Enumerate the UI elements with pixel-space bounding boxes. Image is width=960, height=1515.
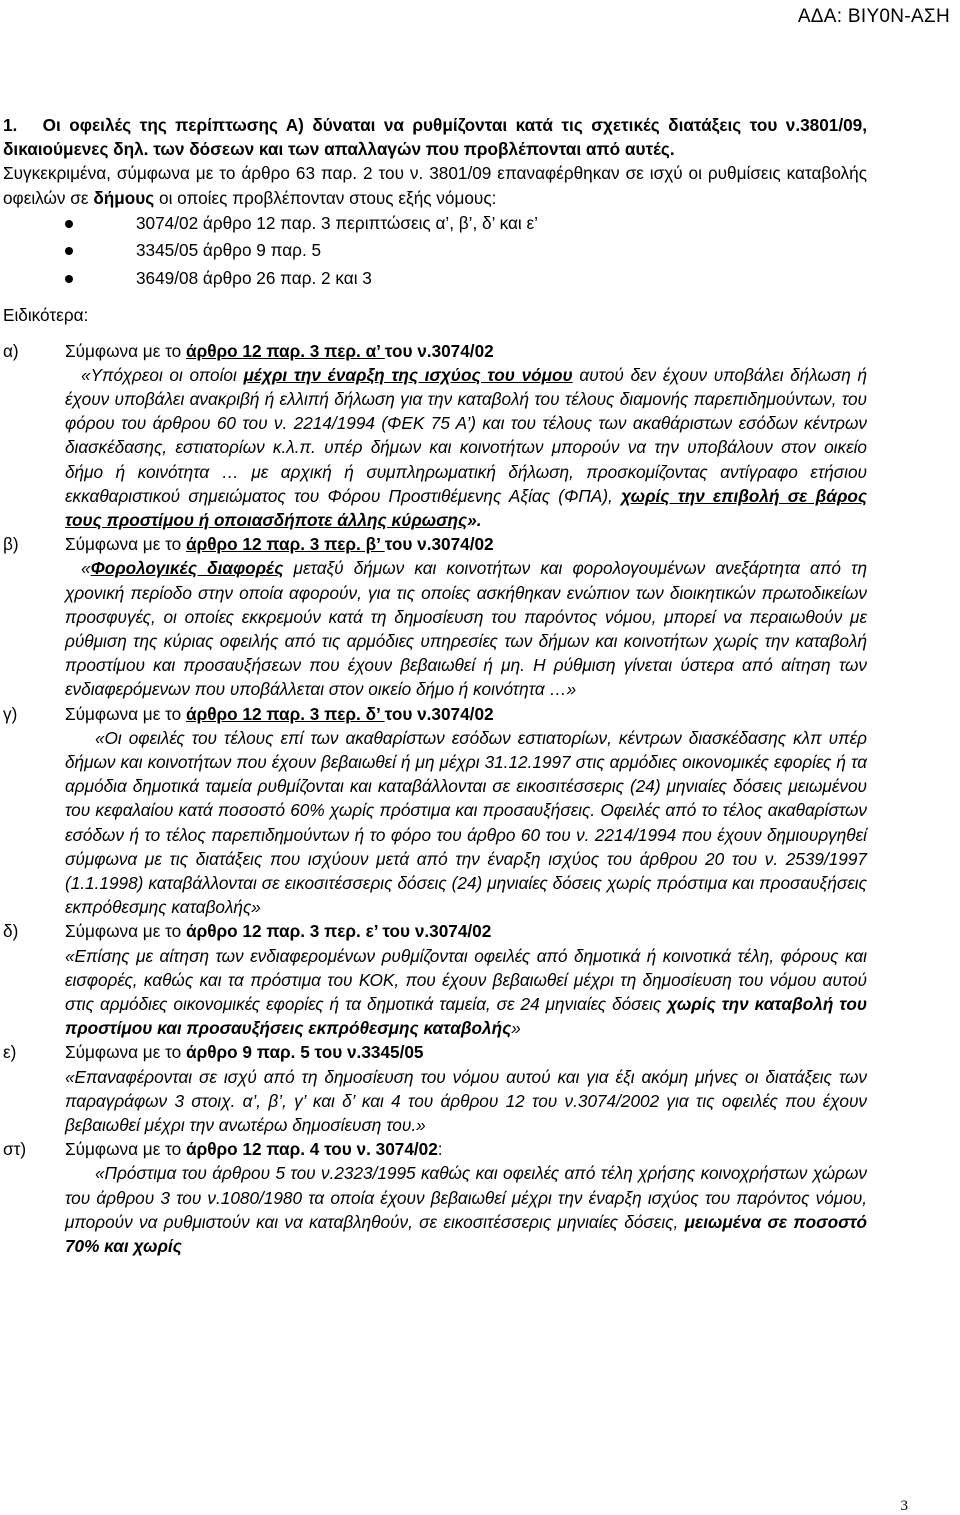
law-list	[3, 210, 867, 293]
item-lead: Σύμφωνα με το	[65, 534, 187, 555]
intro-text-tail: οι οποίες προβλέπονταν στους εξής νόμους:	[154, 187, 497, 208]
municipalities-bold: δήμους	[93, 187, 155, 208]
item-c	[3, 702, 867, 920]
quote-text: «Επίσης με αίτηση των ενδιαφερομένων ρυθμίζονται οφειλές από δημοτικά ή κοινοτικά τέλη, φόρους και εισφορές, καθώς και τα πρόστιμα του ΚΟΚ, που έχουν βεβαιωθεί μέχρι τη δημοσίευση του νόμου αυτού στις αρμόδιες οικονομικές εφορίες ή τα δημοτικά ταμεία, σε 24 μηνιαίες δόσεις	[65, 945, 867, 1014]
law-list-item: 3074/02 άρθρο 12 παρ. 3 περιπτώσεις α’, β’, δ’ και ε’	[3, 210, 867, 238]
item-e	[3, 1040, 867, 1137]
quote-text: «Υπόχρεοι οι οποίοι	[81, 364, 244, 385]
law-list-item: 3345/05 άρθρο 9 παρ. 5	[3, 237, 867, 265]
item-heading	[65, 919, 867, 943]
law-reference-tail: του ν.3074/02	[384, 703, 494, 724]
item-lead: Σύμφωνα με το	[65, 340, 187, 361]
item-lead: Σύμφωνα με το	[65, 1139, 187, 1160]
document-id: ΑΔΑ: ΒΙΥ0Ν-ΑΣΗ	[797, 6, 950, 27]
item-quote	[65, 363, 867, 532]
quote-text: αυτού δεν έχουν υποβάλει δήλωση ή έχουν υποβάλει ανακριβή ή ελλιπή δήλωση για την καταβολή του τέλους διαμονής παρεπιδημούντων, του φόρου του άρθρου 60 του ν. 2214/1994 (ΦΕΚ 75 Α’) και του τέλους των ακαθάριστων εσόδων κέντρων διασκέδασης, εστιατορίων κ.λ.π. υπέρ δήμων και κοινοτήτων μπορούν να την υποβάλουν στον οικείο δήμο ή κοινότητα … με αρχική ή συμπληρωματική δήλωση, προσκομίζοντας αντίγραφο ετήσιου εκκαθαριστικού σημειώματος του Φόρου Προστιθέμενης Αξίας (ΦΠΑ),	[65, 364, 867, 506]
item-lead: Σύμφωνα με το	[65, 921, 187, 942]
item-a	[3, 339, 867, 533]
intro-text: Συγκεκριμένα, σύμφωνα με το άρθρο 63 παρ. 2 του ν. 3801/09 επαναφέρθηκαν σε ισχύ οι ρυθμίσεις καταβολής οφειλών σε	[3, 163, 867, 208]
specifically-label: Ειδικότερα:	[3, 305, 89, 326]
quote-text: «Πρόστιμα του άρθρου 5 του ν.2323/1995 καθώς και οφειλές από τέλη χρήσης κοινοχρήστων χώρων του άρθρου 3 του ν.1080/1980 τα οποία έχουν βεβαιωθεί μέχρι την έναρξη ισχύος του παρόντος νόμου, μπορούν να ρυθμιστούν και να καταβληθούν, σε εικοσιτέσσερις μηνιαίες δόσεις,	[65, 1163, 867, 1232]
item-f	[3, 1137, 867, 1258]
item-label: γ)	[3, 703, 18, 724]
intro-paragraph	[3, 161, 867, 209]
law-reference-tail: του ν.3074/02	[384, 534, 494, 555]
point-1-text: Οι οφειλές της περίπτωσης Α) δύναται να ρυθμίζονται κατά τις σχετικές διατάξεις του ν.3801/09, δικαιούμενες δηλ. των δόσεων και των απαλλαγών που προβλέπονται από αυτές.	[3, 115, 868, 160]
item-label: στ)	[3, 1139, 27, 1160]
law-reference: άρθρο 12 παρ. 3 περ. δ’	[186, 703, 385, 724]
item-heading	[65, 1137, 867, 1161]
law-reference-tail: :	[437, 1139, 443, 1160]
item-label: α)	[3, 340, 19, 361]
quote-open: «	[81, 558, 91, 579]
quote-emphasis: μέχρι την έναρξη της ισχύος του νόμου	[243, 364, 573, 385]
item-lead: Σύμφωνα με το	[65, 1042, 187, 1063]
quote-emphasis: Φορολογικές διαφορές	[90, 558, 284, 579]
point-number: 1.	[3, 115, 18, 135]
quote-emphasis: χωρίς την επιβολή σε βάρος τους προστίμου ή οποιασδήποτε άλλης κύρωσης	[65, 485, 867, 530]
quote-close: ».	[467, 509, 482, 530]
quote-emphasis: χωρίς την καταβολή του προστίμου και προσαυξήσεις εκπρόθεσμης καταβολής	[65, 994, 867, 1039]
item-quote: «Οι οφειλές του τέλους επί των ακαθαρίστων εσόδων εστιατορίων, κέντρων διασκέδασης κλπ υπέρ δήμων και κοινοτήτων που έχουν βεβαιωθεί ή μη μέχρι 31.12.1997 στις αρμόδιες οικονομικές εφορίες ή τα αρμόδια δημοτικά ταμεία ρυθμίζονται και καταβάλλονται σε εικοσιτέσσερις (24) μηνιαίες δόσεις μειωμένου του κεφαλαίου κατά ποσοστό 60% χωρίς πρόστιμα και προσαυξήσεις. Οφειλές από το τέλος ακαθαρίστων εσόδων ή το τέλος παρεπιδημούντων ή το φόρο του άρθρο 60 του ν. 2214/1994 που έχουν δημιουργηθεί σύμφωνα με τις διατάξεις που ισχύουν μετά από την έναρξη ισχύος του άρθρου 20 του ν. 2539/1997 (1.1.1998) καταβάλλονται σε εικοσιτέσσερις δόσεις (24) μηνιαίες δόσεις χωρίς πρόστιμα και προσαυξήσεις εκπρόθεσμης καταβολής»	[65, 727, 867, 918]
item-heading	[65, 339, 867, 363]
law-reference: άρθρο 12 παρ. 3 περ. β’	[186, 534, 385, 555]
law-reference: άρθρο 12 παρ. 3 περ. ε’ του ν.3074/02	[186, 921, 492, 942]
item-heading	[65, 702, 867, 726]
quote-text: μεταξύ δήμων και κοινοτήτων και φορολογουμένων ανεξάρτητα από τη χρονική περίοδο στην οποία αφορούν, για τις οποίες ασκήθηκαν ενώπιον των διοικητικών πρωτοδικείων προσφυγές, οι οποίες εκκρεμούν κατά τη δημοσίευση του παρόντος νόμου, μπορεί να περαιωθούν με ρύθμιση της κύριας οφειλής από τις αρμόδιες υπηρεσίες των δήμων και κοινοτήτων χωρίς την καταβολή προστίμου και προσαυξήσεων που έχουν βεβαιωθεί ή μη. Η ρύθμιση γίνεται ύστερα από αίτηση των ενδιαφερόμενων που υποβάλλεται στον οικείο δήμο ή κοινότητα …»	[65, 558, 867, 700]
item-label: ε)	[3, 1042, 17, 1063]
item-d	[3, 919, 867, 1040]
item-b	[3, 532, 867, 701]
page-number: 3	[900, 1498, 908, 1514]
law-reference: άρθρο 12 παρ. 4 του ν. 3074/02	[186, 1139, 438, 1160]
quote-emphasis: μειωμένα σε ποσοστό 70% και χωρίς	[65, 1211, 867, 1257]
item-lead: Σύμφωνα με το	[65, 703, 187, 724]
item-quote: «Επαναφέρονται σε ισχύ από τη δημοσίευση του νόμου αυτού και για έξι ακόμη μήνες οι διατάξεις των παραγράφων 3 στοιχ. α’, β’, γ’ και δ’ και 4 του άρθρου 12 του ν.3074/2002 για τις οφειλές που έχουν βεβαιωθεί μέχρι την ανωτέρω δημοσίευση του.»	[65, 1066, 867, 1136]
law-reference-tail: του ν.3074/02	[384, 340, 494, 361]
item-quote	[65, 556, 867, 701]
item-label: β)	[3, 534, 19, 555]
quote-close: »	[511, 1018, 521, 1039]
item-label: δ)	[3, 921, 19, 942]
law-list-item: 3649/08 άρθρο 26 παρ. 2 και 3	[3, 265, 867, 293]
law-reference: άρθρο 9 παρ. 5 του ν.3345/05	[186, 1042, 424, 1063]
document-body	[3, 113, 867, 1258]
item-quote	[65, 1161, 867, 1258]
point-1	[3, 113, 867, 161]
item-heading	[65, 532, 867, 556]
law-reference: άρθρο 12 παρ. 3 περ. α’	[186, 340, 385, 361]
item-quote	[65, 944, 867, 1041]
item-heading	[65, 1040, 867, 1064]
